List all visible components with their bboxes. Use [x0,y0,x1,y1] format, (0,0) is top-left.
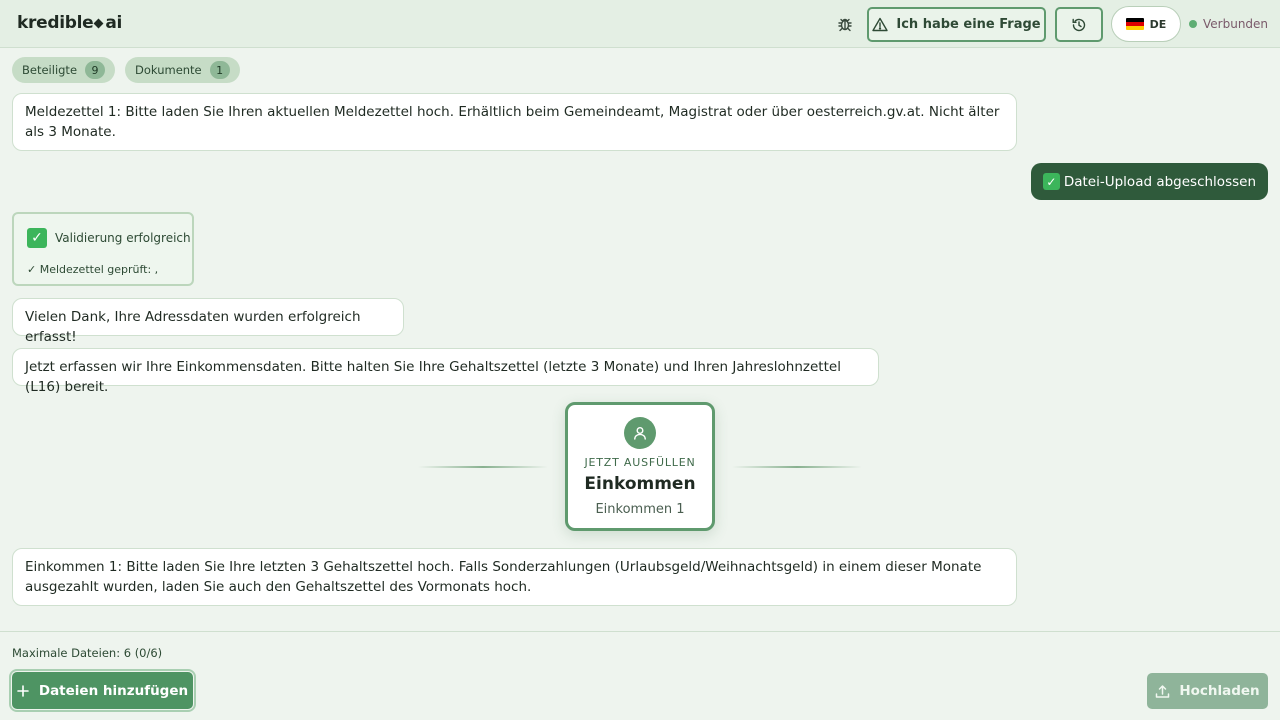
count-badge: 1 [210,61,230,79]
language-code: DE [1149,17,1167,31]
decorative-line-right [732,466,862,468]
app-header [0,0,1280,48]
validation-card [12,212,194,286]
validation-detail: ✓ Meldezettel geprüft: , [27,263,159,276]
check-icon: ✓ [1043,173,1060,190]
tab-label: Dokumente [135,63,202,77]
sub-navigation [0,49,1280,91]
step-kicker: JETZT AUSFÜLLEN [584,456,696,469]
logo [17,13,122,33]
add-files-label: Dateien hinzufügen [38,682,189,699]
user-message-upload-done [1031,163,1268,200]
assistant-message-income-request: Einkommen 1: Bitte laden Sie Ihre letzten 3 Gehaltszettel hoch. Falls Sonderzahlungen (Urlaubsgeld/Weihnachtsgeld) in einem dieser Monate ausgezahlt wurden, laden Sie auch den Gehaltszettel des Vormonats hoch. [12,548,1017,606]
count-badge: 9 [85,61,105,79]
user-icon [624,417,656,449]
step-title: Einkommen [584,474,696,494]
history-icon [1071,17,1087,33]
check-icon: ✓ [27,228,47,248]
status-label: Verbunden [1203,17,1269,31]
bug-icon [837,16,853,32]
bug-report-button[interactable] [834,13,856,35]
tab-beteiligte[interactable] [12,57,115,83]
history-button[interactable] [1055,7,1103,42]
logo-text-right: ai [105,13,123,33]
validation-title: Validierung erfolgreich [55,231,191,245]
language-selector[interactable] [1111,6,1181,42]
warning-icon [872,17,888,32]
assistant-message-thanks: Vielen Dank, Ihre Adressdaten wurden erfolgreich erfasst! [12,298,404,336]
assistant-message-meldezettel: Meldezettel 1: Bitte laden Sie Ihren aktuellen Meldezettel hoch. Erhältlich beim Gemeindeamt, Magistrat oder über oesterreich.gv.at. Nicht älter als 3 Monate. [12,93,1017,151]
add-files-button[interactable] [12,672,193,709]
ask-question-button[interactable] [867,7,1046,42]
status-dot-icon [1189,20,1197,28]
step-subtitle: Einkommen 1 [595,502,685,517]
step-card-einkommen[interactable] [565,402,715,531]
connection-status [1189,17,1268,31]
logo-diamond-icon [94,18,104,28]
upload-label: Hochladen [1179,683,1260,699]
ask-question-label: Ich habe eine Frage [896,17,1041,32]
upload-icon [1155,684,1170,699]
upload-button[interactable] [1147,673,1268,709]
german-flag-icon [1126,18,1144,30]
upload-footer [0,631,1280,720]
user-message-text: Datei-Upload abgeschlossen [1063,173,1256,190]
tab-label: Beteiligte [22,63,78,77]
tab-dokumente[interactable] [125,57,240,83]
assistant-message-income-intro: Jetzt erfassen wir Ihre Einkommensdaten. Bitte halten Sie Ihre Gehaltszettel (letzte 3 Monate) und Ihren Jahreslohnzettel (L16) bereit. [12,348,879,386]
plus-icon [17,685,29,697]
logo-text-left: kredible [17,13,94,33]
decorative-line-left [418,466,548,468]
max-files-info: Maximale Dateien: 6 (0/6) [12,646,163,660]
